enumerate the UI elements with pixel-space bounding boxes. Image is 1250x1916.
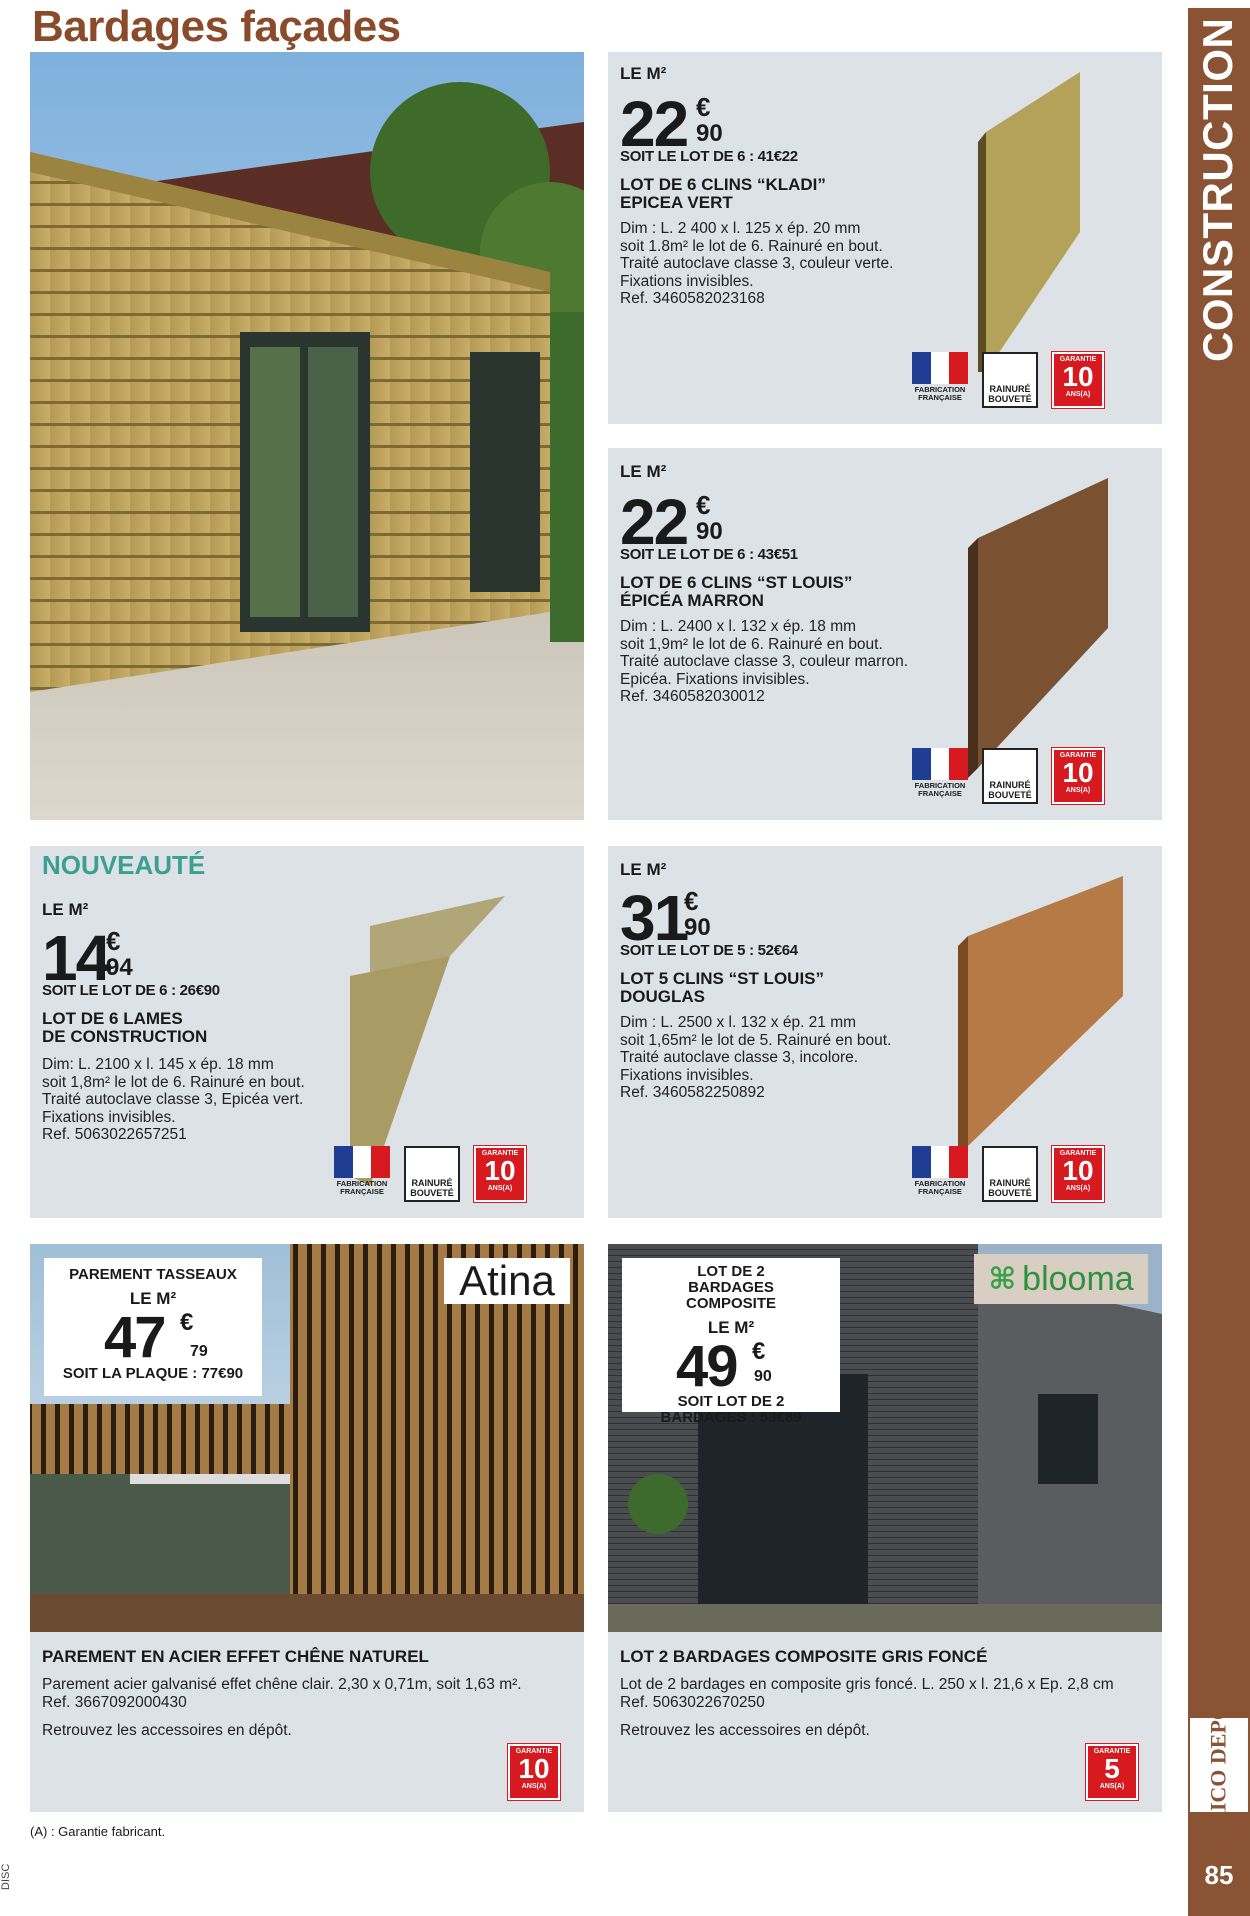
product-card-st-louis-douglas (608, 846, 1162, 1218)
price-cents: 79 (190, 1343, 208, 1360)
product-name-line2: EPICEA VERT (620, 193, 733, 212)
house-illustration (30, 52, 584, 820)
price-box-head: PAREMENT TASSEAUX (69, 1266, 237, 1283)
lot-price: SOIT LOT DE 2 BARDAGES : 53€89 (660, 1393, 802, 1426)
board-image (958, 478, 1118, 778)
product-description: Lot de 2 bardages en composite gris foncé. L. 250 x l. 21,6 x Ep. 2,8 cm Ref. 5063022670250 (620, 1676, 1114, 1711)
accessories-note: Retrouvez les accessoires en dépôt. (42, 1722, 292, 1739)
currency-symbol: € (696, 490, 711, 520)
price-box (44, 1258, 262, 1396)
product-title: LOT 2 BARDAGES COMPOSITE GRIS FONCÉ (620, 1647, 988, 1666)
product-name (42, 1010, 207, 1046)
product-title: PAREMENT EN ACIER EFFET CHÊNE NATUREL (42, 1647, 429, 1666)
blooma-wordmark: blooma (1022, 1259, 1134, 1298)
atina-logo: Atina (444, 1258, 570, 1304)
section-label: CONSTRUCTION (1194, 17, 1241, 362)
price-euros: 22 (620, 486, 688, 558)
hero-photo (30, 52, 584, 820)
board-image (340, 896, 510, 1186)
product-card-st-louis-epicea (608, 448, 1162, 820)
product-card-bardages-composite (608, 1244, 1162, 1812)
product-name-line2: DE CONSTRUCTION (42, 1027, 208, 1046)
blooma-icon: ⌘ (988, 1261, 1017, 1297)
currency-symbol: € (106, 926, 121, 956)
lot-price: SOIT LE LOT DE 6 : 26€90 (42, 982, 220, 999)
currency-symbol: € (684, 886, 699, 916)
price-box-head: LOT DE 2 BARDAGES COMPOSITE (685, 1263, 776, 1312)
lot-price: SOIT LE LOT DE 6 : 43€51 (620, 546, 798, 563)
price-unit: LE M² (707, 1318, 755, 1337)
price-unit: LE M² (42, 900, 89, 919)
warranty-badge: GARANTIE 10 ANS(A) (474, 1146, 526, 1202)
brand-logo (1190, 1688, 1248, 1842)
section-sidebar (1188, 8, 1250, 1916)
product-description: Dim : L. 2500 x l. 132 x ép. 21 mm soit 1,65m² le lot de 5. Rainuré en bout. Traité autoclave classe 3, incolore. Fixations invisibles. Ref. 3460582250892 (620, 1014, 892, 1101)
badges-row (912, 748, 1104, 804)
price-euros: 31 (620, 882, 688, 954)
board-face (968, 876, 1123, 1146)
price-cents: 90 (696, 120, 723, 147)
lot-price: SOIT LE LOT DE 6 : 41€22 (620, 148, 798, 165)
footnote: (A) : Garantie fabricant. (30, 1824, 166, 1839)
price-unit: LE M² (620, 462, 667, 481)
french-flag-icon: FABRICATION FRANÇAISE (912, 748, 968, 804)
french-flag-icon: FABRICATION FRANÇAISE (912, 352, 968, 408)
currency-symbol: € (752, 1338, 766, 1365)
product-card-lames-construction (30, 846, 584, 1218)
rainure-bouvete-icon: RAINURÉ BOUVETÉ (982, 352, 1038, 408)
warranty-badge: GARANTIE 10 ANS(A) (1052, 352, 1104, 408)
rainure-bouvete-icon: RAINURÉ BOUVETÉ (982, 748, 1038, 804)
warranty-badge: GARANTIE 10 ANS(A) (1052, 748, 1104, 804)
price-euros: 49 (676, 1334, 737, 1399)
badges-row (912, 1146, 1104, 1202)
lot-price: SOIT LA PLAQUE : 77€90 (62, 1365, 244, 1382)
price-cents: 90 (696, 518, 723, 545)
product-name (620, 574, 852, 610)
blooma-logo (974, 1254, 1148, 1304)
warranty-badge: GARANTIE 5 ANS(A) (1086, 1744, 1138, 1800)
board-face (986, 72, 1080, 372)
product-description: Dim: L. 2100 x l. 145 x ép. 18 mm soit 1,8m² le lot de 6. Rainuré en bout. Traité autoclave classe 3, Epicéa vert. Fixations invisibles. Ref. 5063022657251 (42, 1056, 305, 1143)
page-title: Bardages façades (32, 2, 401, 51)
warranty-badge: GARANTIE 10 ANS(A) (1052, 1146, 1104, 1202)
product-name (620, 176, 826, 212)
board-image (948, 876, 1128, 1156)
product-card-parement-tasseaux (30, 1244, 584, 1812)
product-description: Dim : L. 2400 x l. 132 x ép. 18 mm soit 1,9m² le lot de 6. Rainuré en bout. Traité autoclave classe 3, couleur marron. Epicéa. Fixations invisibles. Ref. 3460582030012 (620, 618, 909, 705)
warranty-badge: GARANTIE 10 ANS(A) (508, 1744, 560, 1800)
price-euros: 14 (42, 922, 110, 994)
product-name-line1: LOT DE 6 CLINS “ST LOUIS” (620, 573, 853, 592)
price-unit: LE M² (129, 1289, 177, 1308)
page-number: 85 (1204, 1860, 1234, 1890)
price-cents: 94 (106, 954, 133, 981)
product-name-line2: DOUGLAS (620, 987, 705, 1006)
price-unit: LE M² (620, 860, 667, 879)
product-card-kladi (608, 52, 1162, 424)
lot-price: SOIT LE LOT DE 5 : 52€64 (620, 942, 798, 959)
product-description: Parement acier galvanisé effet chêne clair. 2,30 x 0,71m, soit 1,63 m². Ref. 3667092000430 (42, 1676, 522, 1711)
price-unit: LE M² (620, 64, 667, 83)
price-euros: 47 (104, 1305, 165, 1370)
price-euros: 22 (620, 88, 688, 160)
badges-row (334, 1146, 526, 1202)
french-flag-icon: FABRICATION FRANÇAISE (334, 1146, 390, 1202)
badges-row (912, 352, 1104, 408)
product-description: Dim : L. 2 400 x l. 125 x ép. 20 mm soit 1.8m² le lot de 6. Rainuré en bout. Traité autoclave classe 3, couleur verte. Fixations invisibles. Ref. 3460582023168 (620, 220, 894, 307)
accessories-note: Retrouvez les accessoires en dépôt. (620, 1722, 870, 1739)
new-badge: NOUVEAUTÉ (42, 850, 206, 880)
product-name-line1: LOT DE 6 LAMES (42, 1009, 183, 1028)
french-flag-icon: FABRICATION FRANÇAISE (912, 1146, 968, 1202)
currency-symbol: € (696, 92, 711, 122)
product-name-line1: LOT 5 CLINS “ST LOUIS” (620, 969, 825, 988)
rainure-bouvete-icon: RAINURÉ BOUVETÉ (982, 1146, 1038, 1202)
brand-top: BRICO (1206, 1769, 1232, 1842)
rainure-bouvete-icon: RAINURÉ BOUVETÉ (404, 1146, 460, 1202)
currency-symbol: € (180, 1309, 194, 1336)
board-image (968, 72, 1088, 372)
price-cents: 90 (754, 1368, 772, 1385)
board-face (978, 478, 1108, 768)
product-name-line2: ÉPICÉA MARRON (620, 591, 764, 610)
price-cents: 90 (684, 914, 711, 941)
product-name (620, 970, 824, 1006)
side-code: DISC (0, 1863, 12, 1890)
price-box (622, 1258, 840, 1426)
product-name-line1: LOT DE 6 CLINS “KLADI” (620, 175, 826, 194)
brand-bottom: DEPÔT (1206, 1688, 1232, 1765)
